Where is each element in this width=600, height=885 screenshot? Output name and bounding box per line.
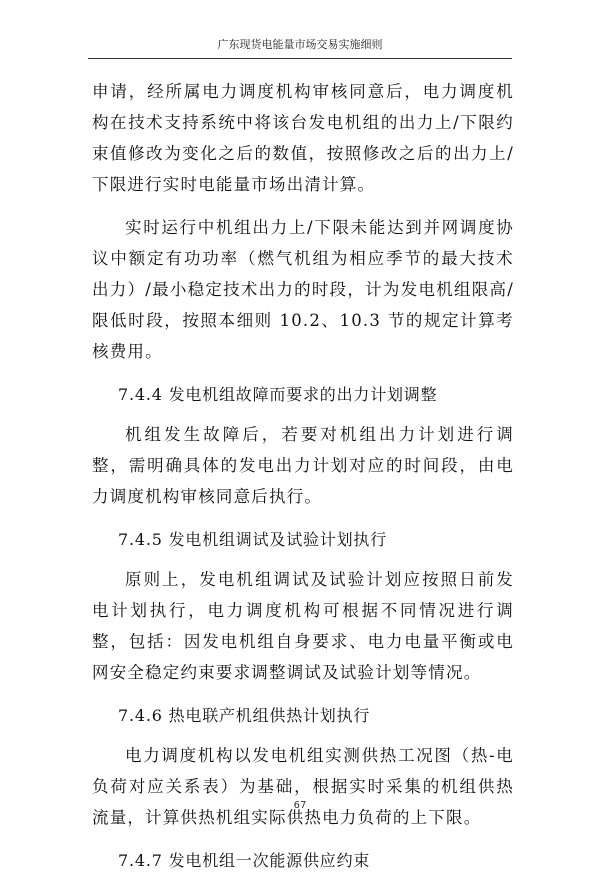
section-heading-7-4-5: 7.4.5 发电机组调试及试验计划执行 [118,530,387,549]
paragraph-output-limits: 实时运行中机组出力上/下限未能达到并网调度协议中额定有功功率（燃气机组为相应季节的最大技术出力）/最小稳定技术出力的时段，计为发电机组限高/限低时段，按照本细则 10.2、10.3 节的规定计算考核费用。 [92,218,514,361]
page-header: 广东现货电能量市场交易实施细则 [217,38,383,51]
paragraph-fault-adjustment: 机组发生故障后，若要对机组出力计划进行调整，需明确具体的发电出力计划对应的时间段，由电力调度机构审核同意后执行。 [92,425,514,506]
page-number: 67 [293,800,307,811]
section-heading-7-4-7: 7.4.7 发电机组一次能源供应约束 [118,851,371,870]
section-heading-7-4-4: 7.4.4 发电机组故障而要求的出力计划调整 [118,385,438,404]
paragraph-commissioning-tests: 原则上，发电机组调试及试验计划应按照日前发电计划执行，电力调度机构可根据不同情况进行调整，包括：因发电机组自身要求、电力电量平衡或电网安全稳定约束要求调整调试及试验计划等情况。 [92,570,514,682]
paragraph-chp-heating: 电力调度机构以发电机组实测供热工况图（热-电负荷对应关系表）为基础，根据实时采集的机组供热流量，计算供热机组实际供热电力负荷的上下限。 [92,746,514,827]
paragraph-continuation: 申请，经所属电力调度机构审核同意后，电力调度机构在技术支持系统中将该台发电机组的出力上/下限约束值修改为变化之后的数值，按照修改之后的出力上/下限进行实时电能量市场出清计算。 [92,82,514,194]
header-divider [88,58,512,59]
section-heading-7-4-6: 7.4.6 热电联产机组供热计划执行 [118,706,371,725]
page-content [92,76,514,885]
